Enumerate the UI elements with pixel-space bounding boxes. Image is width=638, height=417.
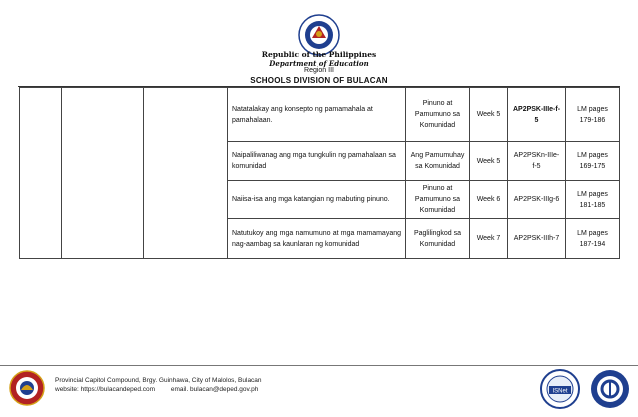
reference-cell: LM pages 187-194 [566,219,620,259]
footer-email-link[interactable]: email. bulacan@deped.gov.ph [170,386,259,393]
quality-certification-logo [590,369,630,409]
empty-cell [20,88,62,259]
topic-cell: Ang Pamumuhay sa Komunidad [406,142,470,181]
code-cell: AP2PSKn-IIIe-f-5 [508,142,566,181]
empty-cell [144,88,228,259]
lesson-cell: Naiisa-isa ang mga katangian ng mabuting pinuno. [228,181,406,219]
footer-divider [0,365,638,366]
lesson-cell: Natutukoy ang mga namumuno at mga mamamayang nag-aambag sa kaunlaran ng komunidad [228,219,406,259]
reference-cell: LM pages 181-185 [566,181,620,219]
footer-contact [55,386,272,393]
lesson-cell: Natatalakay ang konsepto ng pamamahala at pamahalaan. [228,88,406,142]
reference-cell: LM pages 169-175 [566,142,620,181]
isnet-badge-text: ISNet [552,388,568,395]
isnet-certification-logo [540,369,580,409]
code-cell: AP2PSK-IIIg-6 [508,181,566,219]
week-cell: Week 6 [470,181,508,219]
week-cell: Week 5 [470,88,508,142]
region-label: Region III [304,67,334,74]
empty-cell [62,88,144,259]
topic-cell: Pinuno at Pamumuno sa Komunidad [406,181,470,219]
lesson-cell: Naipaliliwanag ang mga tungkulin ng pamahalaan sa komunidad [228,142,406,181]
code-cell: AP2PSK-IIIe-f-5 [508,88,566,142]
topic-cell: Pinuno at Pamumuno sa Komunidad [406,88,470,142]
table-row [20,88,620,142]
week-cell: Week 7 [470,219,508,259]
bulacan-seal-logo [9,370,45,406]
reference-cell: LM pages 179-186 [566,88,620,142]
code-cell: AP2PSK-IIIh-7 [508,219,566,259]
division-title: SCHOOLS DIVISION OF BULACAN [250,76,388,85]
curriculum-table [19,87,620,259]
footer-address: Provincial Capitol Compound, Brgy. Guinhawa, City of Malolos, Bulacan [55,377,262,384]
week-cell: Week 5 [470,142,508,181]
footer-website-link[interactable]: website: https://bulacandeped.com [55,386,156,393]
department-title: Department of Education [269,59,369,68]
republic-title: Republic of the Philippines [261,50,377,59]
topic-cell: Paglilingkod sa Komunidad [406,219,470,259]
